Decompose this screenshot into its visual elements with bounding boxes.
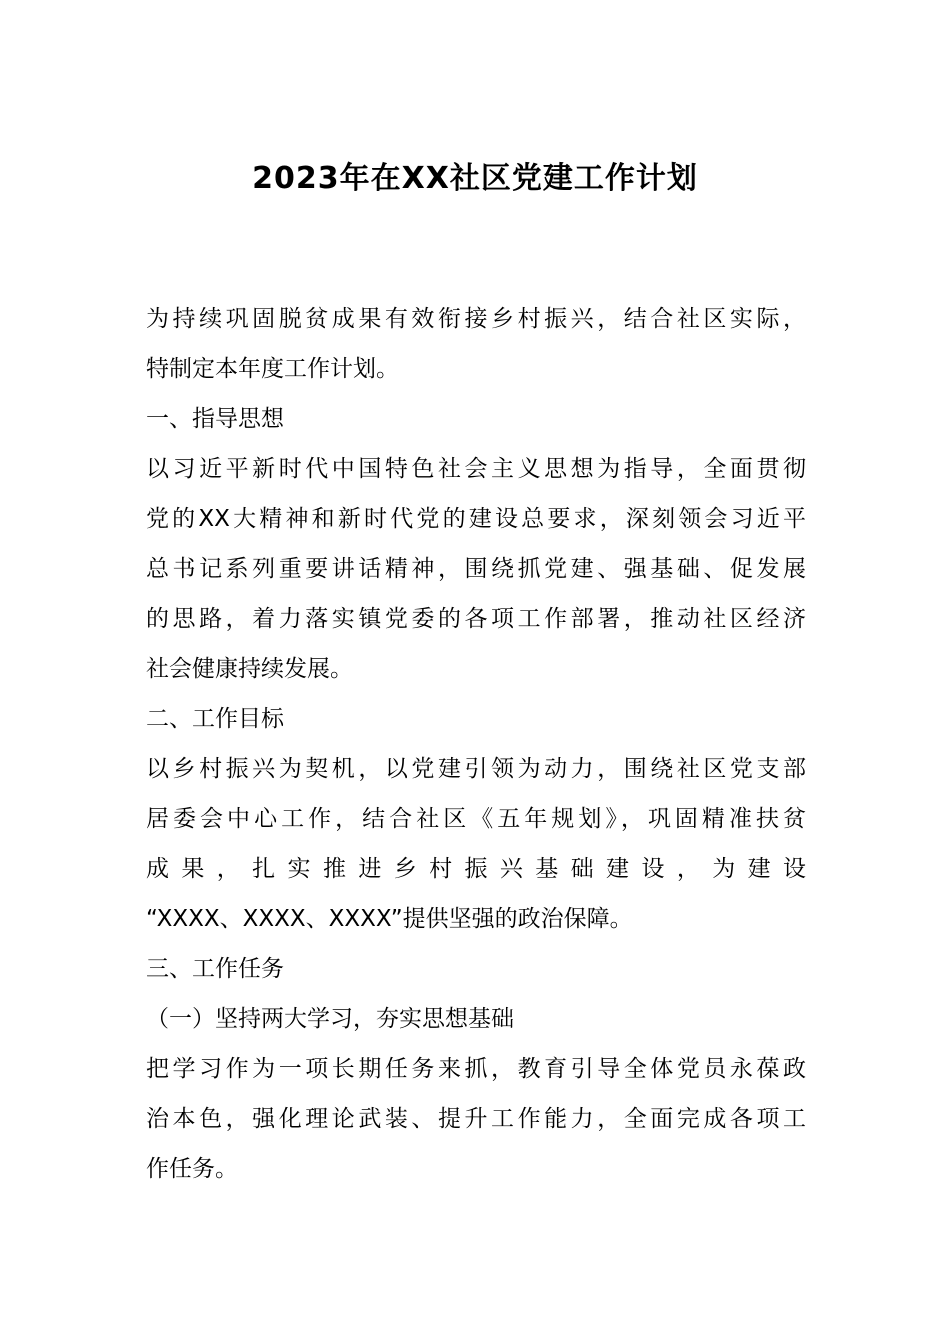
document-title: 2023年在XX社区党建工作计划: [252, 161, 698, 196]
text-line: “XXXX、XXXX、XXXX”提供坚强的政治保障。: [146, 906, 633, 932]
text-line: 党的XX大精神和新时代党的建设总要求，深刻领会习近平: [146, 506, 806, 532]
text-line: （一）坚持两大学习，夯实思想基础: [146, 1006, 514, 1032]
text-line: 把学习作为一项长期任务来抓，教育引导全体党员永葆政: [146, 1056, 806, 1082]
text-line: 以习近平新时代中国特色社会主义思想为指导，全面贯彻: [146, 456, 806, 482]
text-line: 治本色，强化理论武装、提升工作能力，全面完成各项工: [146, 1106, 806, 1132]
text-line: 作任务。: [146, 1156, 238, 1182]
text-line: 总书记系列重要讲话精神，围绕抓党建、强基础、促发展: [146, 556, 806, 582]
text-line: 社会健康持续发展。: [146, 656, 353, 682]
text-line: 三、工作任务: [146, 956, 284, 982]
text-line: 一、指导思想: [146, 406, 284, 432]
text-line: 居委会中心工作，结合社区《五年规划》，巩固精准扶贫: [146, 806, 806, 832]
text-line: 以乡村振兴为契机，以党建引领为动力，围绕社区党支部: [146, 756, 806, 782]
text-line: 的思路，着力落实镇党委的各项工作部署，推动社区经济: [146, 606, 806, 632]
document-body: [146, 294, 806, 1194]
text-line: 为持续巩固脱贫成果有效衔接乡村振兴，结合社区实际，: [146, 306, 806, 332]
text-line: 二、工作目标: [146, 706, 284, 732]
text-line: 特制定本年度工作计划。: [146, 356, 399, 382]
text-line: 成果，扎实推进乡村振兴基础建设，为建设: [146, 856, 806, 882]
